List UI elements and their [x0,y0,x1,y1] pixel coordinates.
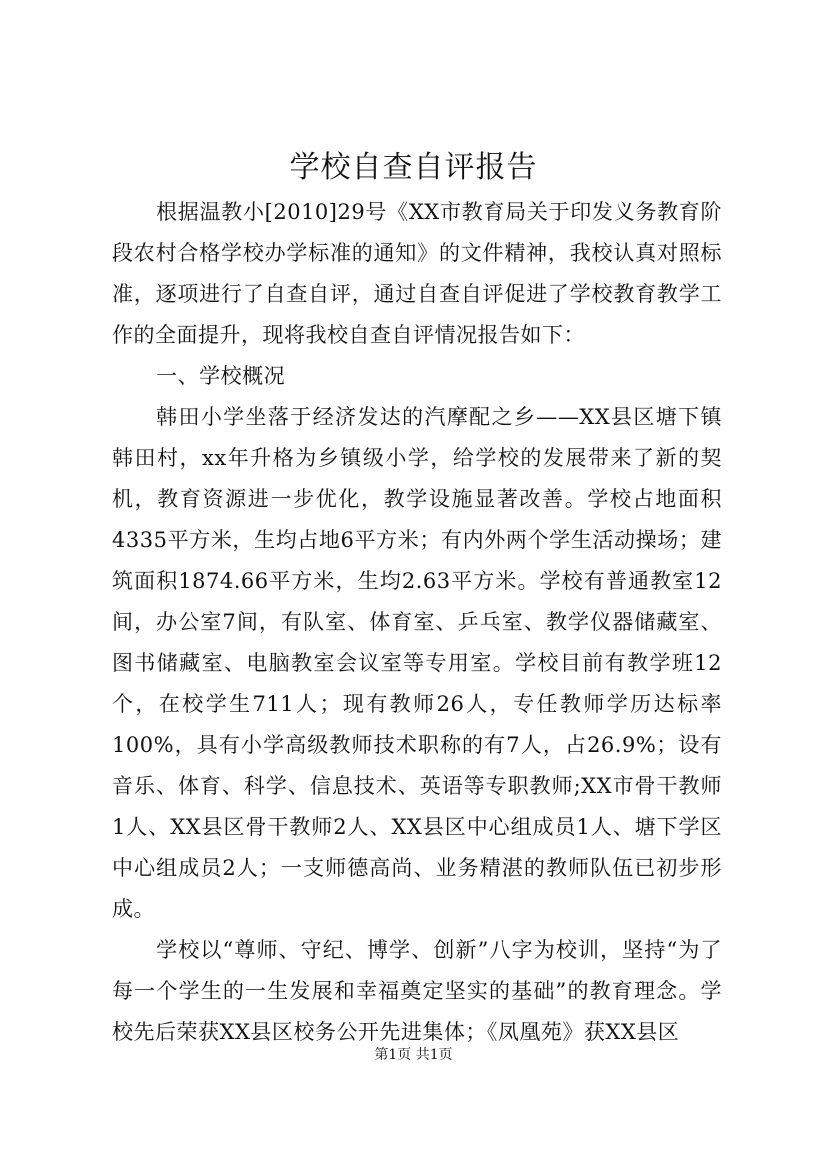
section-heading: 一、学校概况 [156,364,286,388]
overview-paragraph: 韩田小学坐落于经济发达的汽摩配之乡——XX县区塘下镇韩田村，xx年升格为乡镇级小学，给学校的发展带来了新的契机，教育资源进一步优化，教学设施显著改善。学校占地面积4335平方米，生均占地6平方米；有内外两个学生活动操场；建筑面积1874.66平方米，生均2.63平方米。学校有普通教室12间，办公室7间，有队室、体育室、乒乓室、教学仪器储藏室、图书储藏室、电脑教室会议室等专用室。学校目前有教学班12个，在校学生711人；现有教师26人，专任教师学历达标率100%，具有小学高级教师技术职称的有7人，占26.9%；设有音乐、体育、科学、信息技术、英语等专职教师;XX市骨干教师1人、XX县区骨干教师2人、XX县区中心组成员1人、塘下学区中心组成员2人；一支师德高尚、业务精湛的教师队伍已初步形成。 [112,405,722,921]
motto-paragraph: 学校以“尊师、守纪、博学、创新”八字为校训，坚持“为了每一个学生的一生发展和幸福奠定坚实的基础”的教育理念。学校先后荣获XX县区校务公开先进集体；《凤凰苑》获XX县区 [112,938,722,1044]
document-body [112,192,722,1053]
document-title: 学校自查自评报告 [289,150,538,185]
page-number-footer: 第1页 共1页 [374,1047,453,1063]
intro-paragraph: 根据温教小[2010]29号《XX市教育局关于印发义务教育阶段农村合格学校办学标准的通知》的文件精神，我校认真对照标准，逐项进行了自查自评，通过自查自评促进了学校教育教学工作的全面提升，现将我校自查自评情况报告如下： [112,200,722,347]
